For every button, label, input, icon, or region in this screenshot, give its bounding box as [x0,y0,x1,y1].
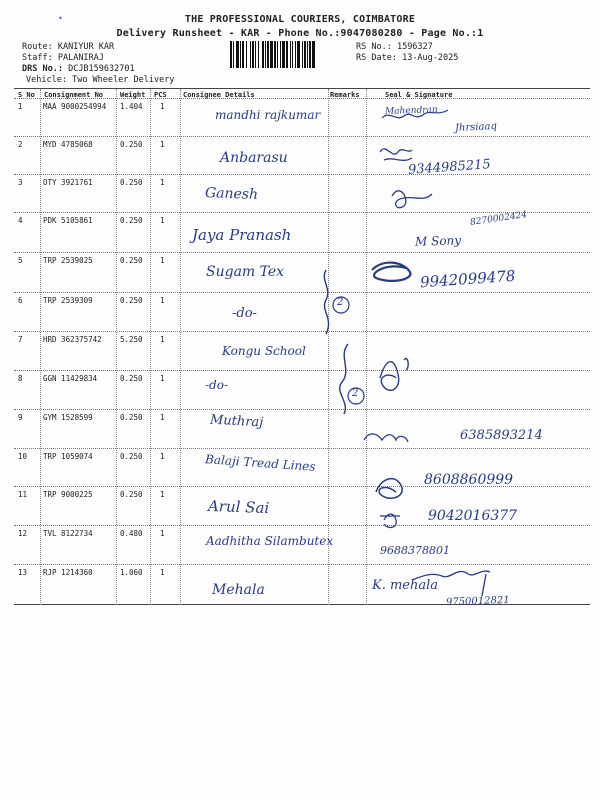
signature-handwriting: Jhrsiaaq [454,120,498,135]
row-sno: 8 [18,374,23,383]
consignee-handwriting: Arul Sai [207,496,270,518]
route-line: Route: KANIYUR KAR [22,42,115,52]
route-value: KANIYUR KAR [57,42,115,52]
consignee-handwriting: Mehala [212,582,265,598]
consignee-handwriting: Kongu School [222,344,306,358]
row-weight: 0.250 [120,140,143,149]
row-pcs: 1 [160,413,165,422]
row-weight: 0.250 [120,178,143,187]
col-header-remarks: Remarks [330,91,360,99]
row-pcs: 1 [160,374,165,383]
row-pcs: 1 [160,296,165,305]
col-header-consignment: Consignment No [44,91,104,99]
row-consignment: GYM 1528599 [43,413,93,422]
signature-scribble [364,434,408,442]
row-weight: 1.404 [120,102,143,111]
signature-handwriting: 9942099478 [419,266,516,292]
bracket-stroke [324,270,328,334]
row-sno: 7 [18,335,23,344]
signature-scribble [392,191,432,208]
row-sno: 3 [18,178,23,187]
row-pcs: 1 [160,140,165,149]
row-sno: 2 [18,140,23,149]
row-weight: 0.480 [120,529,143,538]
rs-no-line: RS No.: 1596327 [356,42,433,52]
row-sno: 9 [18,413,23,422]
row-weight: 0.250 [120,413,143,422]
row-sno: 6 [18,296,23,305]
row-weight: 1.060 [120,568,143,577]
bracket-stroke [340,344,348,414]
rs-date-value: 13-Aug-2025 [402,53,459,63]
row-sno: 5 [18,256,23,265]
row-weight: 0.250 [120,490,143,499]
row-consignment: TVL 8122734 [43,529,93,538]
row-consignment: HRD 362375742 [43,335,102,344]
col-header-consignee: Consignee Details [183,91,255,99]
col-header-seal: Seal & Signature [385,91,453,99]
row-weight: 0.250 [120,452,143,461]
row-pcs: 1 [160,568,165,577]
signature-scribble [380,149,412,160]
consignee-handwriting: Balaji Tread Lines [204,452,316,474]
drs-line: DRS No.: DCJB159632701 [22,64,135,74]
row-weight: 5.250 [120,335,143,344]
rs-no-value: 1596327 [396,42,433,52]
signature-scribble [376,479,402,499]
bracket-number: 2 [352,388,359,399]
row-weight: 0.250 [120,374,143,383]
consignee-handwriting: -do- [232,306,257,321]
consignee-handwriting: -do- [205,378,229,392]
row-consignment: TRP 2539025 [43,256,93,265]
row-consignment: PDK 5105861 [43,216,93,225]
row-pcs: 1 [160,452,165,461]
company-title: THE PROFESSIONAL COURIERS, COIMBATORE [184,14,416,25]
col-header-sno: S No [18,91,35,99]
signature-handwriting: 8270002424 [469,210,528,228]
row-pcs: 1 [160,178,165,187]
row-pcs: 1 [160,216,165,225]
row-pcs: 1 [160,335,165,344]
row-consignment: MAA 9000254994 [43,102,107,111]
signature-scribble [380,359,408,391]
staff-line: Staff: PALANIRAJ [22,53,104,63]
signature-handwriting: 8608860999 [424,472,514,488]
signature-handwriting: 9042016377 [428,508,518,524]
consignee-handwriting: Aadhitha Silambutex [206,534,334,548]
col-header-pcs: PCS [154,91,167,99]
row-consignment: TRP 9000225 [43,490,93,499]
row-consignment: RJP 1214360 [43,568,93,577]
row-pcs: 1 [160,490,165,499]
rs-date-line: RS Date: 13-Aug-2025 [356,53,459,63]
row-pcs: 1 [160,256,165,265]
row-weight: 0.250 [120,216,143,225]
col-header-weight: Weight [120,91,146,99]
signature-handwriting: Mahendran [384,105,438,117]
vehicle-line: Vehicle: Two Wheeler Delivery [26,75,175,85]
row-consignment: TRP 2539309 [43,296,93,305]
row-pcs: 1 [160,102,165,111]
consignee-handwriting: Jaya Pranash [192,226,292,244]
consignee-handwriting: Anbarasu [220,150,288,166]
signature-handwriting: M Sony [414,233,462,249]
row-sno: 10 [18,452,28,461]
signature-scribble [380,514,400,527]
signature-handwriting: 9688378801 [380,544,450,557]
row-weight: 0.250 [120,296,143,305]
row-sno: 12 [18,529,28,538]
consignee-handwriting: mandhi rajkumar [215,108,321,122]
row-consignment: GGN 11429834 [43,374,98,383]
row-sno: 4 [18,216,23,225]
bracket-number: 2 [337,297,344,308]
signature-handwriting: 9344985215 [407,157,492,178]
signature-scribble [372,263,410,281]
row-pcs: 1 [160,529,165,538]
consignee-handwriting: Muthraj [209,412,264,431]
row-sno: 11 [18,490,28,499]
signature-handwriting: K. mehala [372,578,439,593]
vehicle-value: Two Wheeler Delivery [72,75,175,85]
row-consignment: MYD 4785068 [43,140,93,149]
row-sno: 1 [18,102,23,111]
row-consignment: OTY 3921761 [43,178,93,187]
drs-value: DCJB159632701 [68,64,135,74]
consignee-handwriting: Sugam Tex [206,264,285,280]
staff-value: PALANIRAJ [57,53,104,63]
runsheet-subtitle: Delivery Runsheet - KAR - Phone No.:9047080280 - Page No.:1 [116,28,484,39]
ink-mark: • [58,14,63,23]
row-weight: 0.250 [120,256,143,265]
row-sno: 13 [18,568,28,577]
row-consignment: TRP 1059074 [43,452,93,461]
signature-handwriting: 9750012821 [445,594,510,609]
consignee-handwriting: Ganesh [204,185,259,203]
signature-handwriting: 6385893214 [460,428,543,443]
